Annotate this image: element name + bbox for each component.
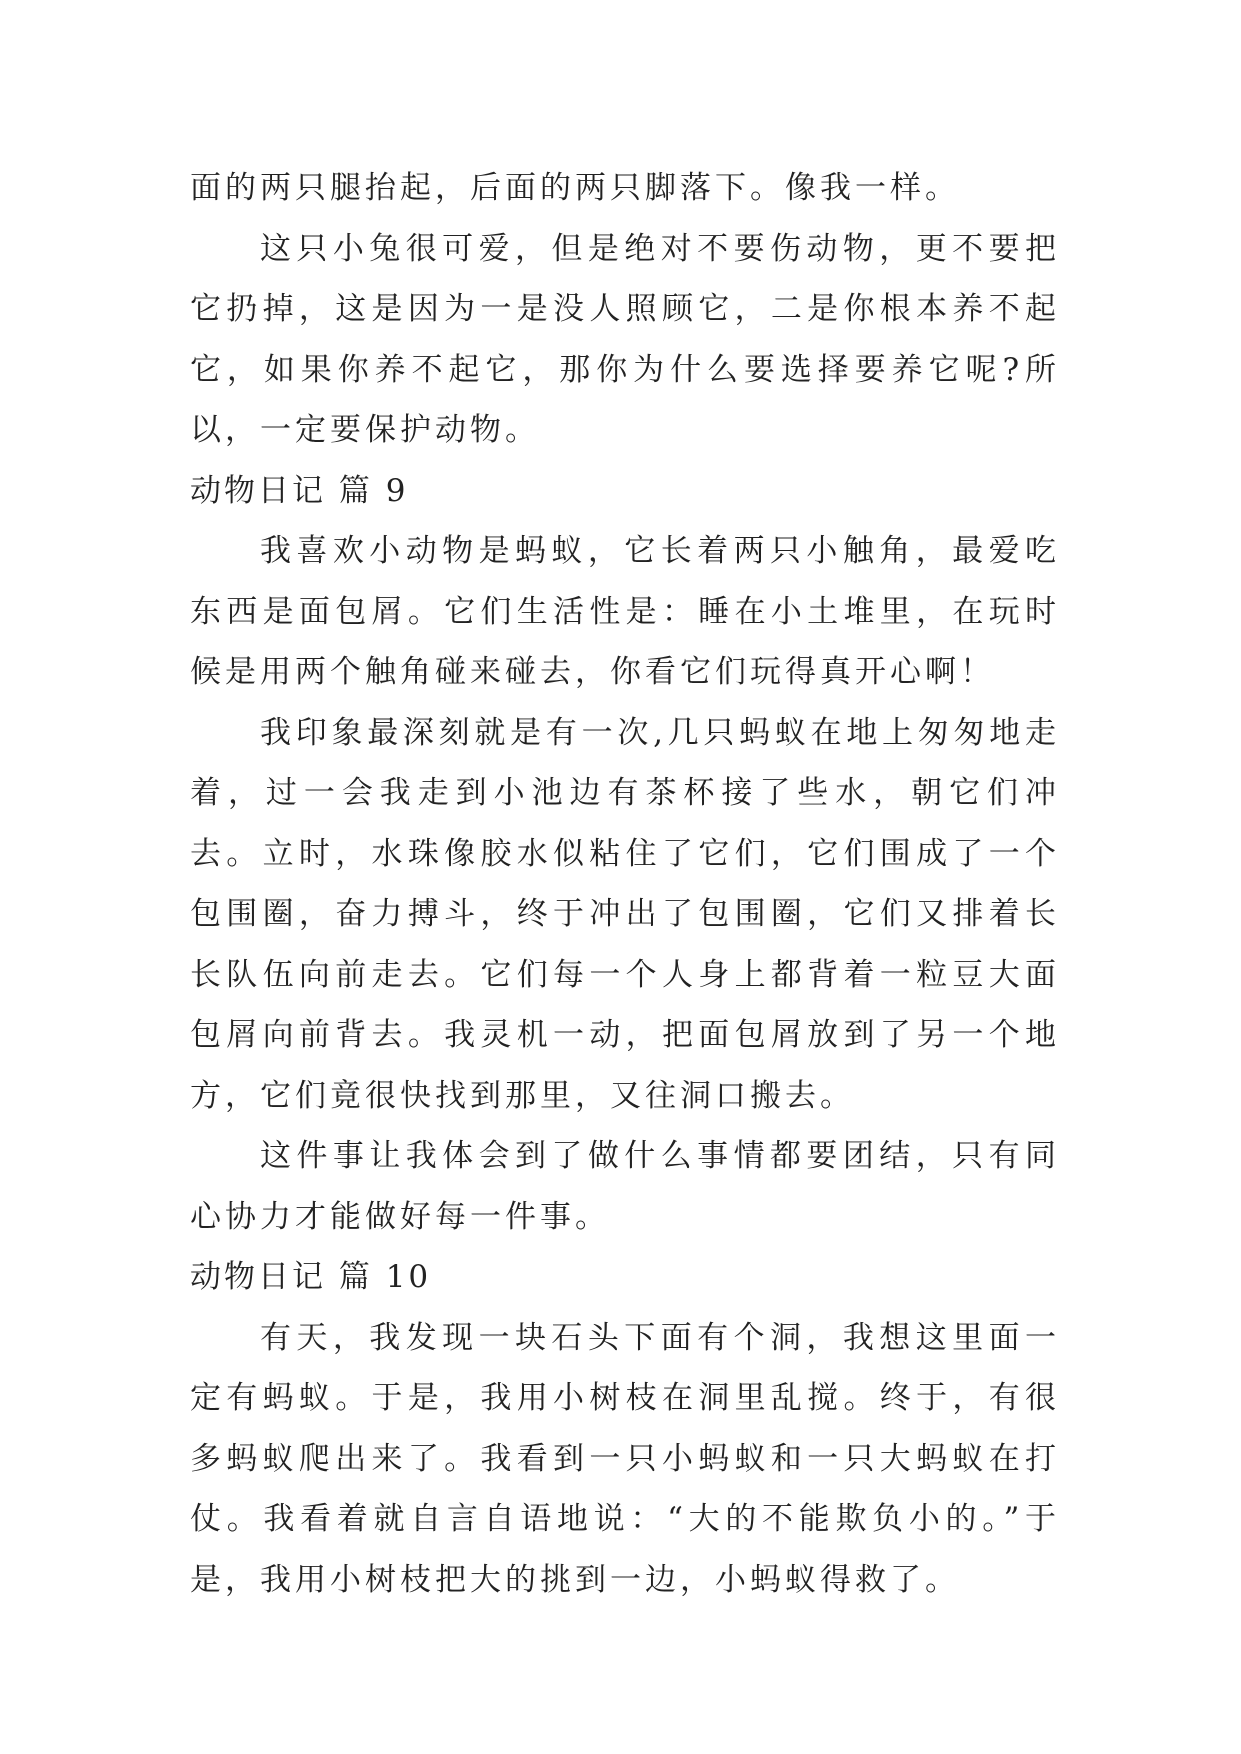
section-heading-10: 动物日记 篇 10: [190, 1259, 432, 1295]
paragraph-rabbit: 这只小兔很可爱，但是绝对不要伤动物，更不要把它扔掉，这是因为一是没人照顾它，二是你根本养不起它，如果你养不起它，那你为什么要选择要养它呢?所以，一定要保护动物。: [190, 230, 1060, 448]
section-heading-9: 动物日记 篇 9: [190, 472, 409, 509]
paragraph-ants-intro: 我喜欢小动物是蚂蚁，它长着两只小触角，最爱吃东西是面包屑。它们生活性是：睡在小土堆里，在玩时候是用两个触角碰来碰去，你看它们玩得真开心啊！: [190, 533, 1060, 690]
paragraph-ants-lesson: 这件事让我体会到了做什么事情都要团结，只有同心协力才能做好每一件事。: [190, 1138, 1060, 1235]
document-body: [190, 158, 1060, 1610]
paragraph-continued: 面的两只腿抬起，后面的两只脚落下。像我一样。: [190, 170, 960, 206]
paragraph-ants-memory: 我印象最深刻就是有一次,几只蚂蚁在地上匆匆地走着，过一会我走到小池边有茶杯接了些水，朝它们冲去。立时，水珠像胶水似粘住了它们，它们围成了一个包围圈，奋力搏斗，终于冲出了包围圈，它们又排着长长队伍向前走去。它们每一个人身上都背着一粒豆大面包屑向前背去。我灵机一动，把面包屑放到了另一个地方，它们竟很快找到那里，又往洞口搬去。: [190, 714, 1060, 1114]
paragraph-ants-fight: 有天，我发现一块石头下面有个洞，我想这里面一定有蚂蚁。于是，我用小树枝在洞里乱搅。终于，有很多蚂蚁爬出来了。我看到一只小蚂蚁和一只大蚂蚁在打仗。我看着就自言自语地说：“大的不能欺负小的。”于是，我用小树枝把大的挑到一边，小蚂蚁得救了。: [190, 1319, 1060, 1598]
